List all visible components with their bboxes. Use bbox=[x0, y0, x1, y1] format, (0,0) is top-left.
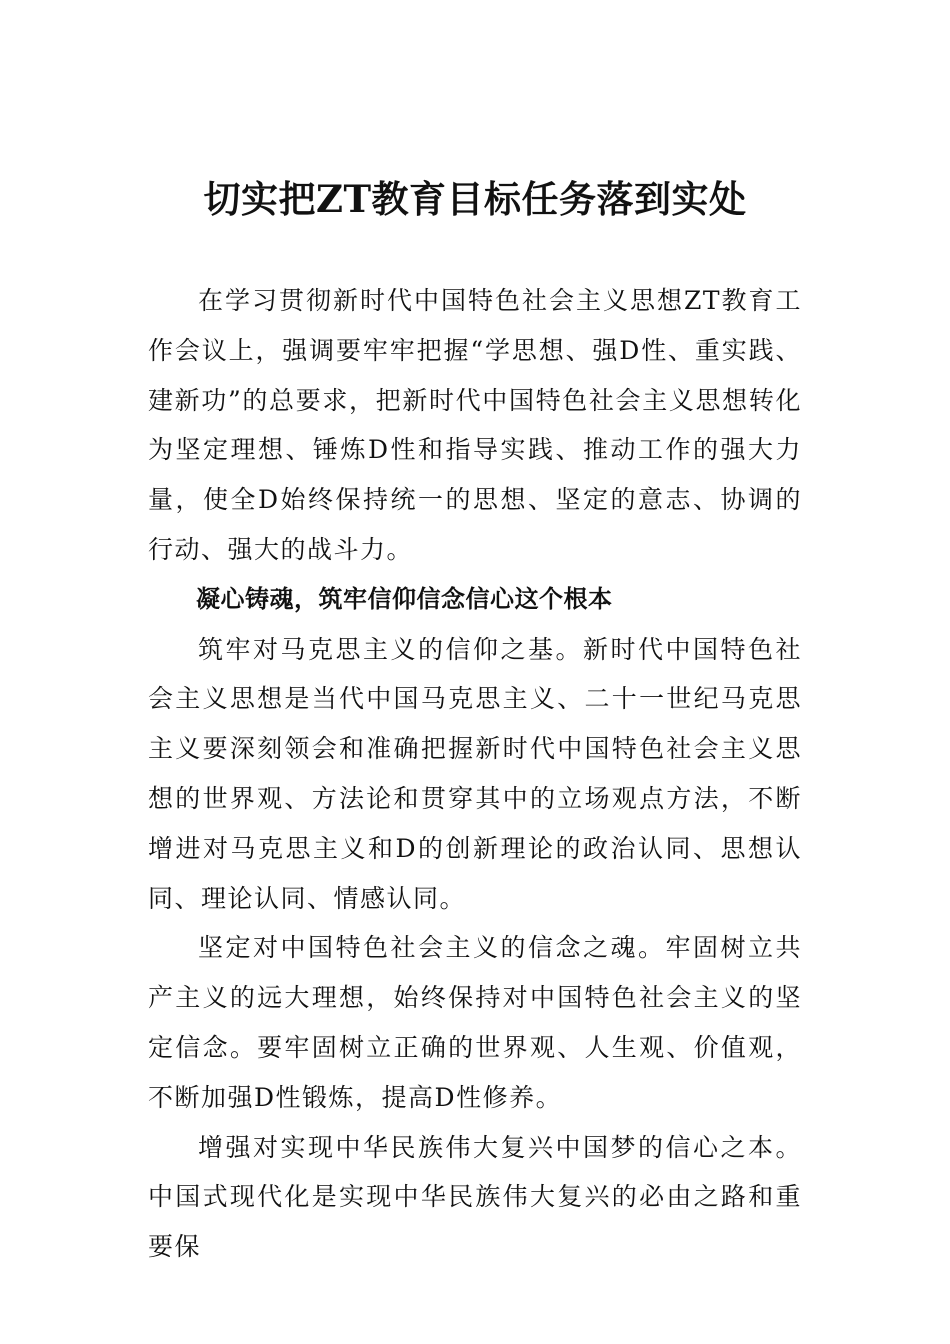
intro-paragraph: 在学习贯彻新时代中国特色社会主义思想ZT教育工作会议上，强调要牢牢把握“学思想、强D性、重实践、建新功”的总要求，把新时代中国特色社会主义思想转化为坚定理想、锤炼D性和指导实践、推动工作的强大力量，使全D始终保持统一的思想、坚定的意志、协调的行动、强大的战斗力。 bbox=[148, 286, 802, 564]
section-heading: 凝心铸魂，筑牢信仰信念信心这个根本 bbox=[196, 584, 613, 613]
document-body bbox=[148, 276, 802, 1272]
section-paragraph-2: 坚定对中国特色社会主义的信念之魂。牢固树立共产主义的远大理想，始终保持对中国特色社会主义的坚定信念。要牢固树立正确的世界观、人生观、价值观，不断加强D性锻炼，提高D性修养。 bbox=[148, 933, 802, 1112]
section-paragraph-1: 筑牢对马克思主义的信仰之基。新时代中国特色社会主义思想是当代中国马克思主义、二十一世纪马克思主义要深刻领会和准确把握新时代中国特色社会主义思想的世界观、方法论和贯穿其中的立场观点方法，不断增进对马克思主义和D的创新理论的政治认同、思想认同、理论认同、情感认同。 bbox=[148, 634, 802, 913]
document-title: 切实把ZT教育目标任务落到实处 bbox=[203, 177, 747, 221]
section-paragraph-3: 增强对实现中华民族伟大复兴中国梦的信心之本。中国式现代化是实现中华民族伟大复兴的必由之路和重要保 bbox=[148, 1132, 802, 1262]
